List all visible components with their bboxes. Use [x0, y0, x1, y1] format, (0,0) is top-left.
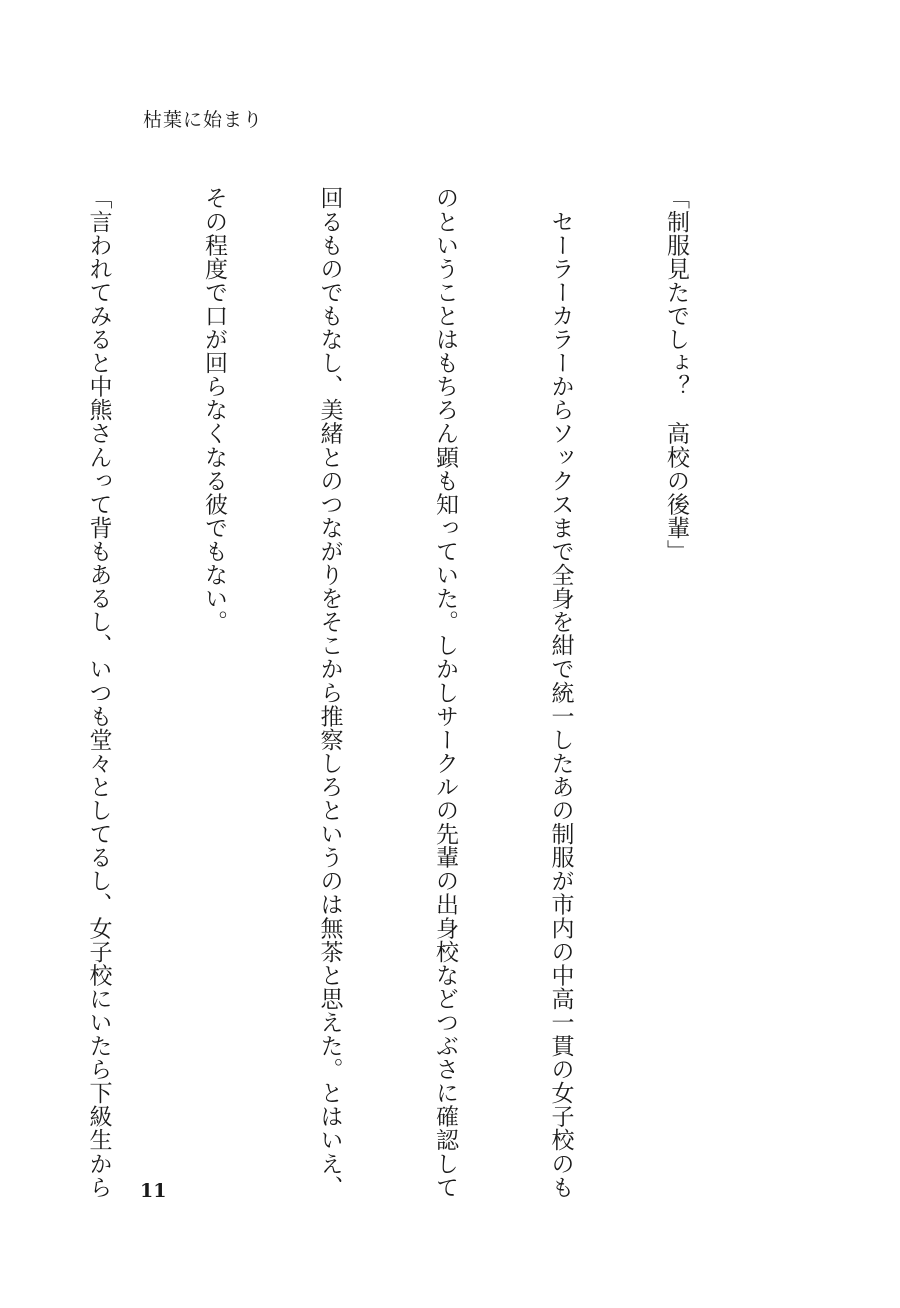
text-line: 「制服見たでしょ？ 高校の後輩」: [663, 186, 689, 563]
page-number: 11: [140, 1180, 167, 1202]
text-line: 「言われてみると中熊さんって背もあるし、いつも堂々としてるし、女子校にいたら下級生から: [85, 186, 112, 1199]
text-line: 回るものでもなし、美緒とのつながりをそこから推察しろというのは無茶と思えた。とはいえ、: [316, 186, 343, 1199]
running-head: 枯葉に始まり: [143, 109, 264, 131]
text-line: その程度で口が回らなくなる彼でもない。: [201, 186, 227, 634]
text-line: のということはもちろん顕も知っていた。しかしサークルの先輩の出身校などつぶさに確認して: [432, 186, 458, 1199]
text-line: [0, 186, 2, 1146]
text-line: セーラーカラーからソックスまで全身を紺で統一したあの制服が市内の中高一貫の女子校のも: [547, 186, 574, 1199]
